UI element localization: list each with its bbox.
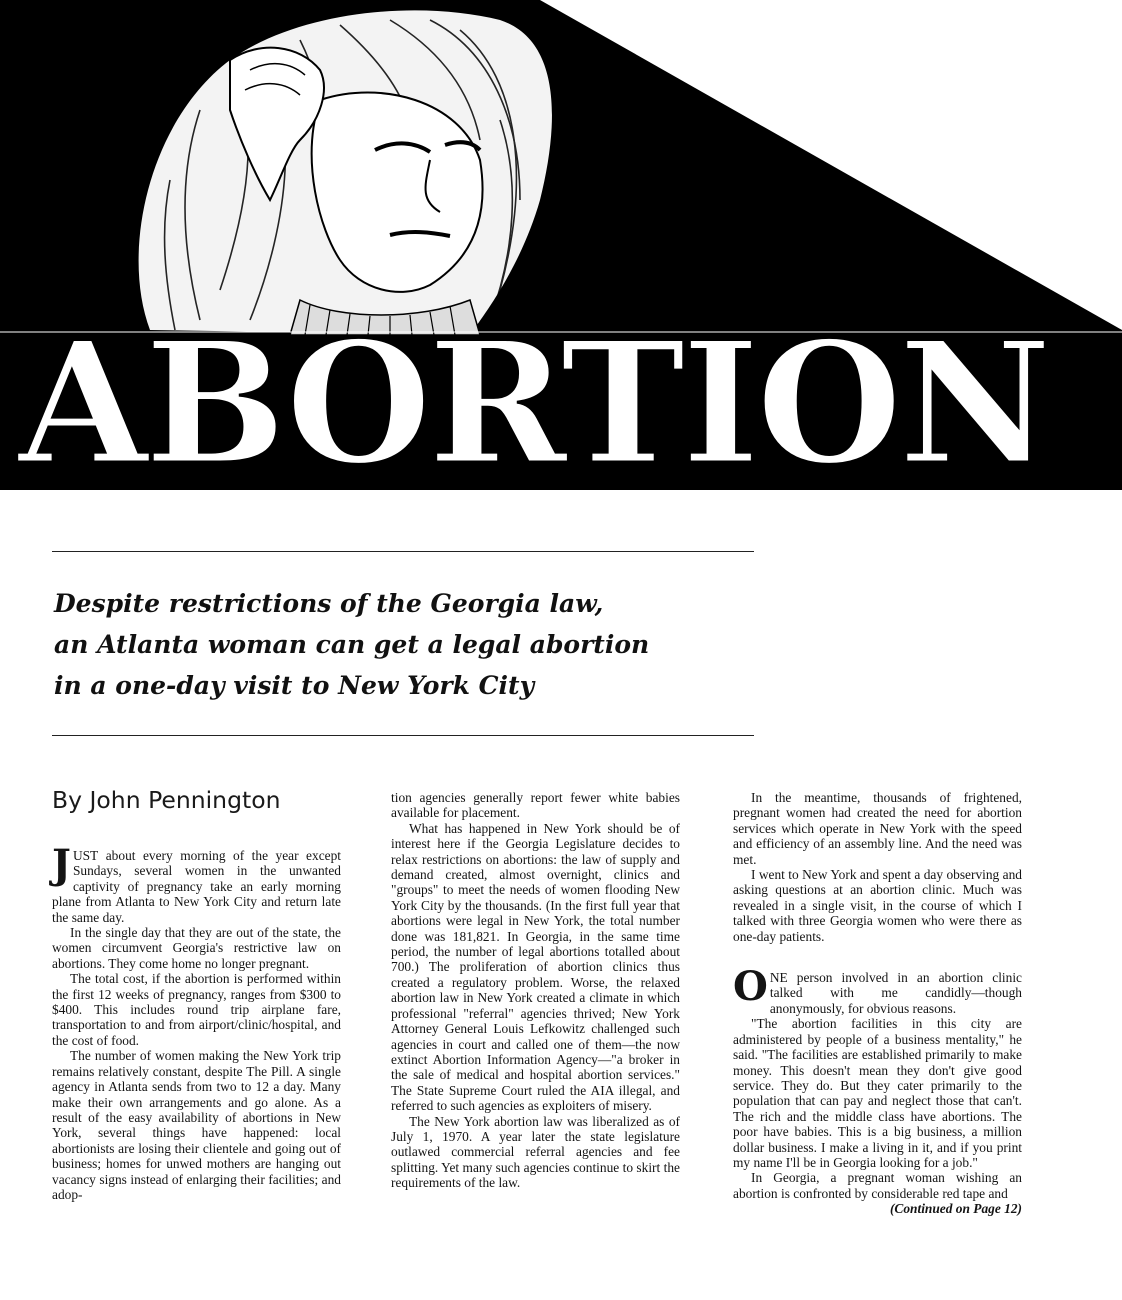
article-paragraph: The total cost, if the abortion is performed within the first 12 weeks of pregnancy, ranges from $300 to $400. This includes round trip airplane fare, transportation to and from airport/clinic/hospital, and the cost of food. bbox=[52, 971, 341, 1048]
continued-on-page: (Continued on Page 12) bbox=[889, 1201, 1022, 1217]
section-gap bbox=[733, 944, 1022, 970]
article-column-2 bbox=[391, 790, 680, 1191]
article-paragraph: In the meantime, thousands of frightened, pregnant women had created the need for abortion services which operate in New York with the speed and efficiency of an assembly line. And the need was met. bbox=[733, 790, 1022, 867]
drop-cap: O bbox=[733, 963, 768, 1011]
drop-cap: J bbox=[52, 841, 71, 888]
article-paragraph: I went to New York and spent a day observing and asking questions at an abortion clinic. Much was revealed in a single visit, in the course of which I talked with three Georgia women who were there as one-day patients. bbox=[733, 867, 1022, 944]
article-paragraph: tion agencies generally report fewer white babies available for placement. bbox=[391, 790, 680, 821]
article-paragraph: What has happened in New York should be of interest here if the Georgia Legislature decides to relax restrictions on abortions: the law of supply and demand created, almost overnight, clinics and "groups" to meet the needs of women flooding New York City by the thousands. (In the first full year that abortions were legal in New York, the total number done was 181,821. In Georgia, in the same time period, the number of legal abortions totalled about 700.) The proliferation of abortion clinics thus created a regulatory problem. Worse, the relaxed abortion law in New York created a climate in which professional "referral" agencies thrived; New York Attorney General Louis Lefkowitz challenged such agencies in court and called one of them—the now extinct Abortion Information Agency—"a broker in the sale of medical and hospital abortion services." The State Supreme Court ruled the AIA illegal, and referred to such agencies as exploiters of misery. bbox=[391, 820, 680, 1114]
article-paragraph: JUST about every morning of the year except Sundays, several women in the unwanted captivity of pregnancy take an early morning plane from Atlanta to New York City and return late the same day. bbox=[52, 841, 341, 925]
deck-line-2: an Atlanta woman can get a legal abortion bbox=[54, 630, 650, 659]
article-paragraph: In Georgia, a pregnant woman wishing an abortion is confronted by considerable red tape and (Continued on Page 12) bbox=[733, 1170, 1022, 1217]
deck-line-1: Despite restrictions of the Georgia law, bbox=[54, 589, 604, 618]
article-paragraph: The New York abortion law was liberalized as of July 1, 1970. A year later the state legislature outlawed commercial referral agencies and fee splitting. Yet many such agencies continue to skirt the requirements of the law. bbox=[391, 1113, 680, 1191]
deck-line-3: in a one-day visit to New York City bbox=[54, 671, 535, 700]
header-illustration bbox=[0, 0, 1122, 500]
article-column-3 bbox=[733, 790, 1022, 1217]
deck bbox=[54, 583, 774, 706]
article-column-1 bbox=[52, 841, 341, 1202]
article-paragraph: ONE person involved in an abortion clinic talked with me candidly—though anonymously, for obvious reasons. bbox=[733, 963, 1022, 1016]
headline: ABORTION bbox=[18, 304, 1048, 502]
byline: By John Pennington bbox=[52, 786, 281, 814]
article-paragraph: In the single day that they are out of the state, the women circumvent Georgia's restrictive law on abortions. They come home no longer pregnant. bbox=[52, 925, 341, 971]
deck-bottom-rule bbox=[52, 735, 754, 736]
article-paragraph: "The abortion facilities in this city are administered by people of a business mentality," he said. "The facilities are established primarily to make money. This doesn't mean they don't give good service. They do. But they cater primarily to the population that can pay and neglect those that can't. The rich and the middle class have abortions. The poor have babies. This is a big business, a million dollar business. I make a living in it, and if you print my name I'll be in Georgia looking for a job." bbox=[733, 1016, 1022, 1170]
article-paragraph: The number of women making the New York trip remains relatively constant, despite The Pill. A single agency in Atlanta sends from two to 12 a day. Many make their own arrangements and go alone. As a result of the easy availability of abortions in New York, several things have happened: local abortionists are losing their clientele and going out of business; homes for unwed mothers are hanging out vacancy signs instead of enlarging their facilities; and adop- bbox=[52, 1048, 341, 1202]
deck-top-rule bbox=[52, 551, 754, 552]
